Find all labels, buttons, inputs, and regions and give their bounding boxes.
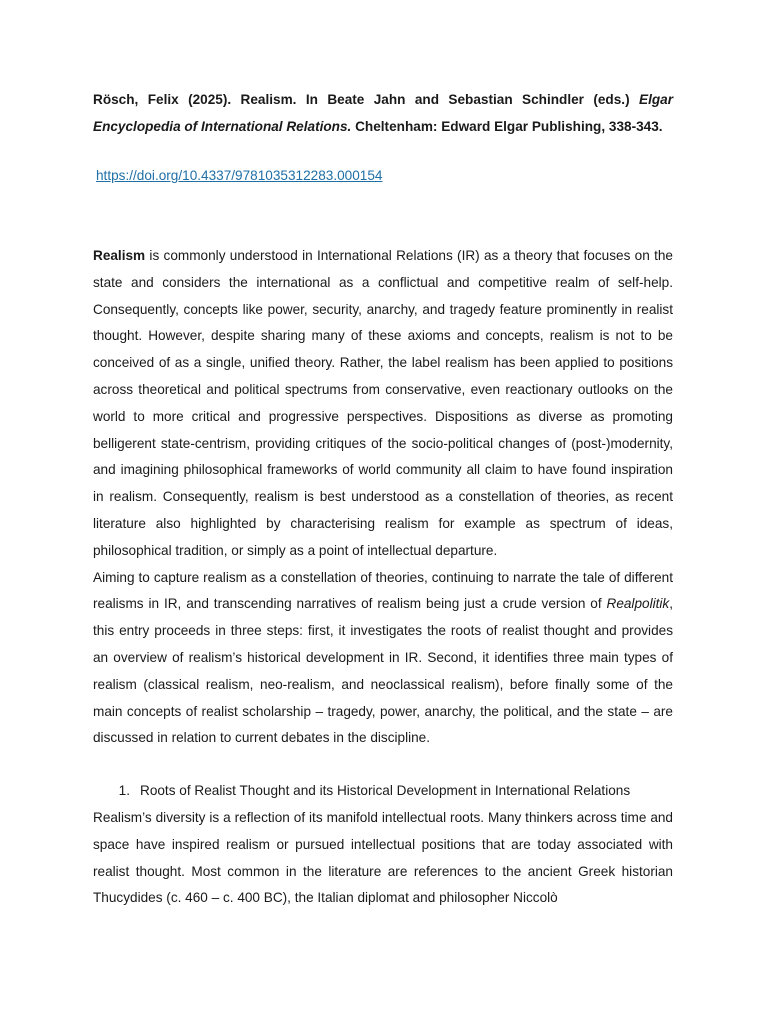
- intro-keyword: Realism: [93, 248, 146, 263]
- body-text: [93, 243, 673, 912]
- intro-paragraph: [93, 243, 673, 565]
- section-text: Realism’s diversity is a reflection of its manifold intellectual roots. Many thinkers across time and space have inspired realism or pursued intellectual positions that are today associated with realist thought. Most common in the literature are references to the ancient Greek historian Thucydides (c. 460 – c. 400 BC), the Italian diplomat and philosopher Niccolò: [93, 809, 673, 906]
- doi-line: [96, 166, 673, 186]
- intro-text: is commonly understood in International Relations (IR) as a theory that focuses on the state and considers the international as a conflictual and competitive realm of self-help. Consequently, concepts like power, security, anarchy, and tragedy feature prominently in realist thought. However, despite sharing many of these axioms and concepts, realism is not to be conceived of as a single, unified theory. Rather, the label realism has been applied to positions across theoretical and political spectrums from conservative, even reactionary outlooks on the world to more critical and progressive perspectives. Dispositions as diverse as promoting belligerent state-centrism, providing critiques of the socio-political changes of (post-)modernity, and imagining philosophical frameworks of world community all claim to have found inspiration in realism. Consequently, realism is best understood as a constellation of theories, as recent literature also highlighted by characterising realism for example as spectrum of ideas, philosophical tradition, or simply as a point of intellectual departure.: [93, 248, 673, 558]
- citation-title: Elgar Encyclopedia of International Relations.: [93, 92, 673, 134]
- aim-text-before: Aiming to capture realism as a constellation of theories, continuing to narrate the tale of different realisms in IR, and transcending narratives of realism being just a crude version of: [93, 569, 673, 612]
- aim-paragraph: [93, 565, 673, 753]
- section-heading: [93, 778, 673, 805]
- citation-prefix: Rösch, Felix (2025). Realism. In Beate Jahn and Sebastian Schindler (eds.): [93, 92, 639, 107]
- section-paragraph: [93, 805, 673, 912]
- section-title: Roots of Realist Thought and its Historical Development in International Relations: [140, 783, 631, 799]
- doi-link[interactable]: https://doi.org/10.4337/9781035312283.000154: [96, 168, 383, 183]
- citation: [93, 86, 673, 140]
- citation-suffix: Cheltenham: Edward Elgar Publishing, 338-343.: [351, 119, 663, 134]
- aim-text-after: , this entry proceeds in three steps: first, it investigates the roots of realist thought and provides an overview of realism’s historical development in IR. Second, it identifies three main types of realism (classical realism, neo-realism, and neoclassical realism), before finally some of the main concepts of realist scholarship – tragedy, power, anarchy, the political, and the state – are discussed in relation to current debates in the discipline.: [93, 596, 673, 746]
- aim-italic-term: Realpolitik: [606, 596, 670, 612]
- section-number: 1.: [118, 783, 130, 799]
